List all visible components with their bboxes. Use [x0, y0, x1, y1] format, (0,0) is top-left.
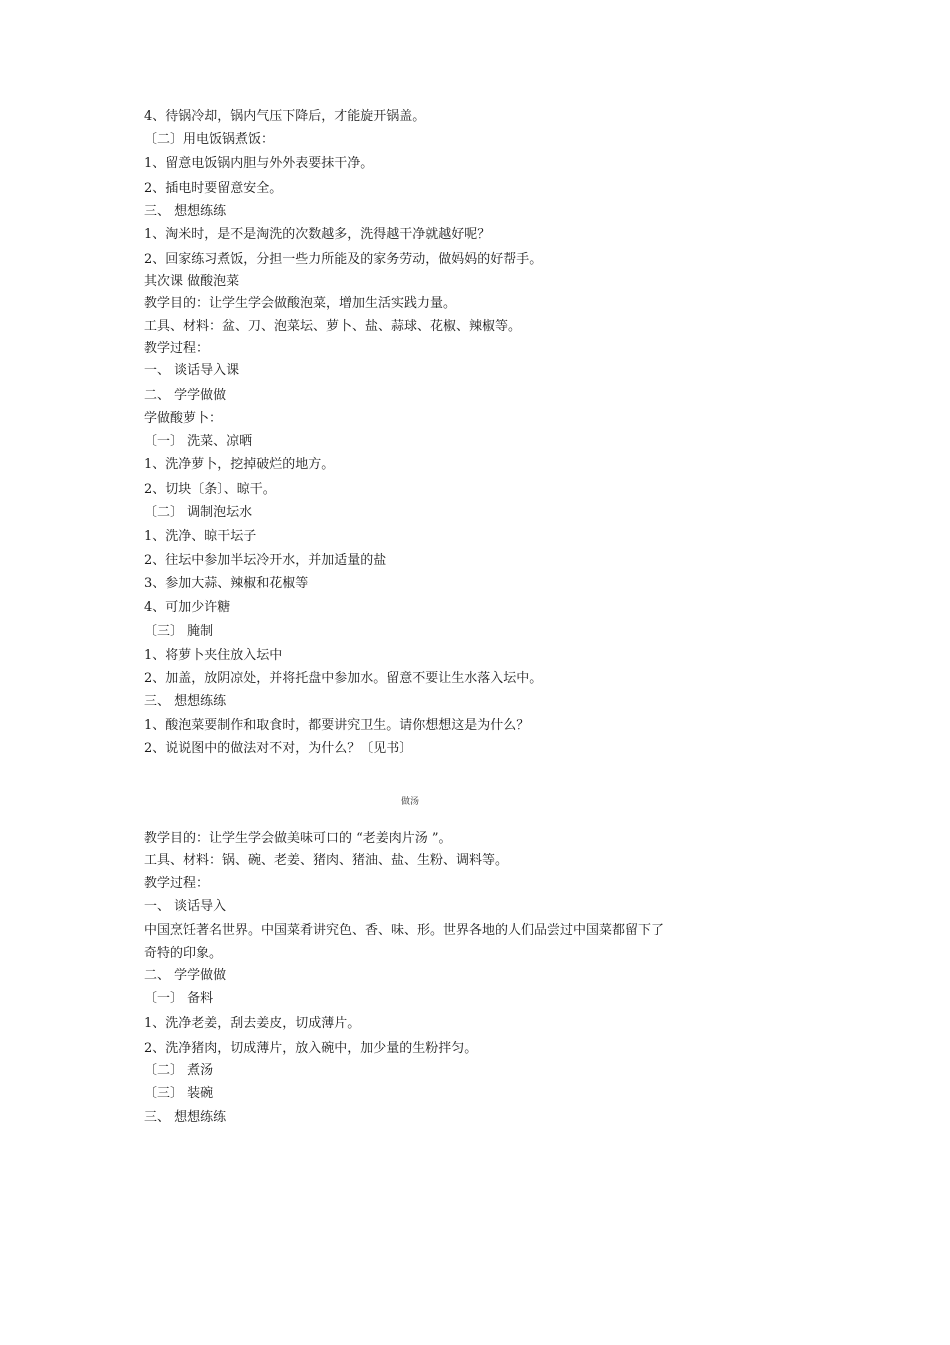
text-line: 2、加盖，放阴凉处，并将托盘中参加水。留意不要让生水落入坛中。: [144, 671, 543, 686]
text-line: 2、切块〔条〕、晾干。: [144, 482, 276, 497]
sub-heading: 〔二〕 调制泡坛水: [144, 505, 253, 520]
text-line: 2、插电时要留意安全。: [144, 181, 283, 196]
text-line: 2、回家练习煮饭，分担一些力所能及的家务劳动，做妈妈的好帮手。: [144, 252, 543, 267]
section-heading: 三、 想想练练: [144, 204, 227, 219]
section-heading: 二、 学学做做: [144, 968, 227, 983]
text-line: 1、淘米时，是不是淘洗的次数越多，洗得越干净就越好呢？: [144, 227, 491, 242]
text-line: 4、可加少许糖: [144, 600, 231, 615]
sub-heading: 〔一〕 洗菜、凉晒: [144, 434, 253, 449]
section-heading: 三、 想想练练: [144, 1110, 227, 1125]
sub-heading: 〔一〕 备料: [144, 991, 214, 1006]
section-heading: 一、 谈话导入: [144, 899, 227, 914]
section-heading: 一、 谈话导入课: [144, 363, 240, 378]
text-line: 2、往坛中参加半坛冷开水，并加适量的盐: [144, 553, 387, 568]
text-line: 学做酸萝卜：: [144, 411, 223, 426]
text-line: 教学目的：让学生学会做酸泡菜，增加生活实践力量。: [144, 296, 457, 311]
sub-heading: 〔二〕 煮汤: [144, 1063, 214, 1078]
text-line: 2、洗净猪肉，切成薄片，放入碗中，加少量的生粉拌匀。: [144, 1041, 478, 1056]
sub-heading: 〔三〕 装碗: [144, 1086, 214, 1101]
text-line: 1、洗净萝卜，挖掉破烂的地方。: [144, 457, 335, 472]
section-heading: 三、 想想练练: [144, 694, 227, 709]
text-line: 工具、材料：盆、刀、泡菜坛、萝卜、盐、蒜球、花椒、辣椒等。: [144, 319, 522, 334]
text-line: 教学过程：: [144, 876, 210, 891]
section-title: 做汤: [400, 797, 419, 807]
text-line: 教学目的：让学生学会做美味可口的 “老姜肉片汤 ”。: [144, 831, 452, 846]
text-line: 1、洗净、晾干坛子: [144, 529, 257, 544]
text-line: 〔二〕用电饭锅煮饭：: [144, 132, 275, 147]
text-line: 中国烹饪著名世界。中国菜肴讲究色、香、味、形。世界各地的人们品尝过中国菜都留下了: [144, 923, 665, 938]
text-line: 奇特的印象。: [144, 946, 223, 961]
lesson-title: 其次课 做酸泡菜: [144, 274, 240, 289]
text-line: 2、说说图中的做法对不对，为什么？〔见书〕: [144, 741, 413, 756]
text-line: 工具、材料：锅、碗、老姜、猪肉、猪油、盐、生粉、调料等。: [144, 853, 509, 868]
text-line: 3、参加大蒜、辣椒和花椒等: [144, 576, 309, 591]
text-line: 1、酸泡菜要制作和取食时，都要讲究卫生。请你想想这是为什么？: [144, 718, 530, 733]
text-line: 1、洗净老姜，刮去姜皮，切成薄片。: [144, 1016, 361, 1031]
text-line: 4、待锅冷却，锅内气压下降后，才能旋开锅盖。: [144, 109, 426, 124]
text-line: 1、将萝卜夹住放入坛中: [144, 648, 283, 663]
text-line: 教学过程：: [144, 341, 210, 356]
section-heading: 二、 学学做做: [144, 388, 227, 403]
text-line: 1、留意电饭锅内胆与外外表要抹干净。: [144, 156, 374, 171]
sub-heading: 〔三〕 腌制: [144, 624, 214, 639]
